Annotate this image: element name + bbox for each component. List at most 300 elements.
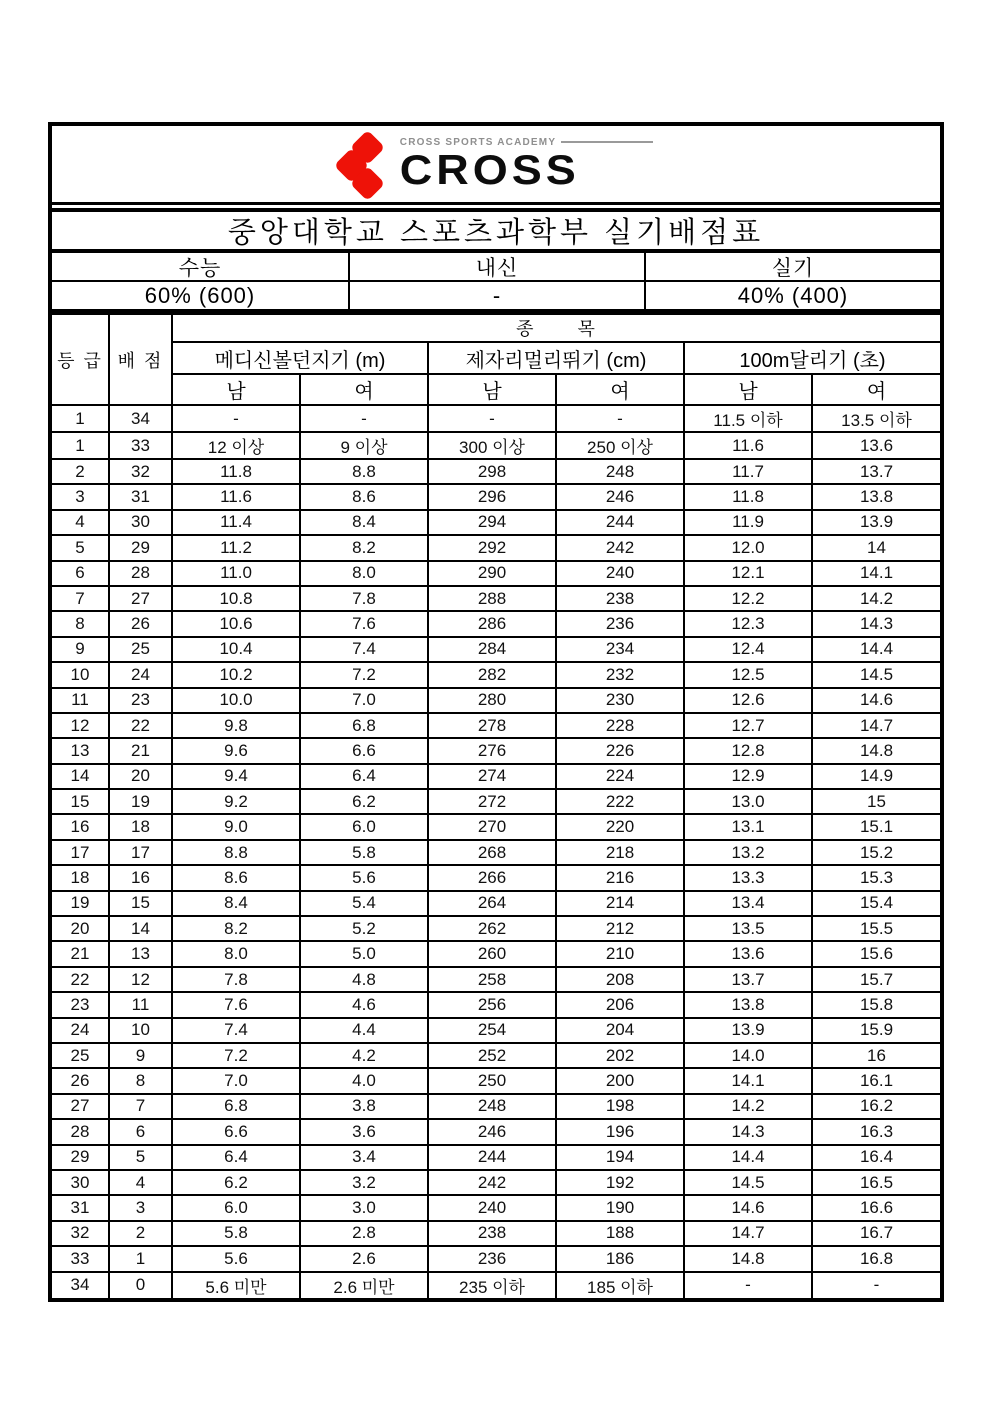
value-cell: 14.8 — [812, 738, 940, 763]
value-cell: 11.8 — [172, 459, 300, 484]
table-row — [52, 789, 940, 814]
points-cell: 2 — [109, 1221, 172, 1246]
table-row — [52, 738, 940, 763]
grade-cell: 32 — [52, 1221, 109, 1246]
value-cell: 7.4 — [172, 1018, 300, 1043]
event-header-standing-jump: 제자리멀리뛰기 (cm) — [428, 342, 684, 374]
value-cell: 228 — [556, 713, 684, 738]
grade-cell: 24 — [52, 1018, 109, 1043]
value-cell: 15 — [812, 789, 940, 814]
value-cell: 4.0 — [300, 1068, 428, 1093]
value-cell: 7.6 — [172, 992, 300, 1017]
value-cell: 8.6 — [172, 865, 300, 890]
value-cell: 14.7 — [812, 713, 940, 738]
value-cell: 13.5 이하 — [812, 405, 940, 432]
value-cell: 196 — [556, 1119, 684, 1144]
value-cell: - — [300, 405, 428, 432]
value-cell: 12.2 — [684, 586, 812, 611]
value-cell: 16.5 — [812, 1170, 940, 1195]
value-cell: 14.2 — [684, 1094, 812, 1119]
value-cell: 10.0 — [172, 688, 300, 713]
points-cell: 6 — [109, 1119, 172, 1144]
value-cell: 220 — [556, 814, 684, 839]
value-cell: 12.6 — [684, 688, 812, 713]
grade-cell: 2 — [52, 459, 109, 484]
value-cell: 8.0 — [172, 941, 300, 966]
points-cell: 29 — [109, 535, 172, 560]
value-cell: 236 — [556, 611, 684, 636]
events-group-header: 종 목 — [172, 314, 940, 342]
table-row — [52, 535, 940, 560]
value-cell: 13.1 — [684, 814, 812, 839]
value-cell: 6.4 — [300, 764, 428, 789]
points-cell: 10 — [109, 1018, 172, 1043]
points-cell: 15 — [109, 891, 172, 916]
value-cell: 13.9 — [812, 510, 940, 535]
value-cell: 190 — [556, 1195, 684, 1220]
value-cell: 4.2 — [300, 1043, 428, 1068]
table-row — [52, 1221, 940, 1246]
value-cell: 7.2 — [300, 662, 428, 687]
grade-cell: 33 — [52, 1246, 109, 1271]
value-cell: 7.8 — [300, 586, 428, 611]
value-cell: 290 — [428, 561, 556, 586]
value-cell: 13.3 — [684, 865, 812, 890]
points-cell: 28 — [109, 561, 172, 586]
logo-header — [52, 126, 940, 205]
value-cell: 12.8 — [684, 738, 812, 763]
value-cell: 278 — [428, 713, 556, 738]
value-cell: 8.6 — [300, 484, 428, 509]
group-header-row — [52, 314, 940, 342]
value-cell: 5.8 — [300, 840, 428, 865]
grade-cell: 21 — [52, 941, 109, 966]
value-cell: 5.6 — [172, 1246, 300, 1271]
table-row — [52, 611, 940, 636]
value-cell: 12.9 — [684, 764, 812, 789]
grade-cell: 16 — [52, 814, 109, 839]
value-cell: 11.4 — [172, 510, 300, 535]
value-cell: 13.6 — [684, 941, 812, 966]
points-cell: 30 — [109, 510, 172, 535]
summary-header-naesin: 내신 — [348, 253, 644, 280]
value-cell: 264 — [428, 891, 556, 916]
value-cell: 13.8 — [812, 484, 940, 509]
value-cell: 13.6 — [812, 432, 940, 459]
value-cell: 3.0 — [300, 1195, 428, 1220]
grade-cell: 14 — [52, 764, 109, 789]
gender-header-female: 여 — [300, 374, 428, 405]
table-row — [52, 484, 940, 509]
value-cell: 2.8 — [300, 1221, 428, 1246]
value-cell: 14.3 — [812, 611, 940, 636]
value-cell: 256 — [428, 992, 556, 1017]
grade-cell: 26 — [52, 1068, 109, 1093]
value-cell: 294 — [428, 510, 556, 535]
value-cell: 284 — [428, 637, 556, 662]
value-cell: 4.4 — [300, 1018, 428, 1043]
grade-cell: 29 — [52, 1145, 109, 1170]
value-cell: 16.3 — [812, 1119, 940, 1144]
value-cell: 7.2 — [172, 1043, 300, 1068]
grade-cell: 27 — [52, 1094, 109, 1119]
value-cell: - — [684, 1272, 812, 1298]
grade-cell: 9 — [52, 637, 109, 662]
value-cell: 234 — [556, 637, 684, 662]
grade-cell: 22 — [52, 967, 109, 992]
value-cell: 216 — [556, 865, 684, 890]
table-row — [52, 1068, 940, 1093]
value-cell: 8.4 — [300, 510, 428, 535]
grade-cell: 15 — [52, 789, 109, 814]
value-cell: 12.5 — [684, 662, 812, 687]
value-cell: 14.4 — [684, 1145, 812, 1170]
value-cell: 9.2 — [172, 789, 300, 814]
value-cell: 292 — [428, 535, 556, 560]
value-cell: 14.1 — [684, 1068, 812, 1093]
points-cell: 4 — [109, 1170, 172, 1195]
value-cell: 6.6 — [300, 738, 428, 763]
table-row — [52, 967, 940, 992]
logo-text-block — [400, 134, 653, 194]
value-cell: 14.8 — [684, 1246, 812, 1271]
value-cell: 218 — [556, 840, 684, 865]
tagline-rule — [561, 141, 653, 143]
value-cell: - — [172, 405, 300, 432]
value-cell: - — [812, 1272, 940, 1298]
value-cell: 6.0 — [172, 1195, 300, 1220]
value-cell: 296 — [428, 484, 556, 509]
value-cell: 12.7 — [684, 713, 812, 738]
grade-cell: 10 — [52, 662, 109, 687]
value-cell: 12.3 — [684, 611, 812, 636]
document-title: 중앙대학교 스포츠과학부 실기배점표 — [52, 208, 940, 253]
points-cell: 23 — [109, 688, 172, 713]
value-cell: 266 — [428, 865, 556, 890]
value-cell: 240 — [428, 1195, 556, 1220]
points-cell: 20 — [109, 764, 172, 789]
value-cell: 14.0 — [684, 1043, 812, 1068]
value-cell: 276 — [428, 738, 556, 763]
value-cell: 280 — [428, 688, 556, 713]
table-row — [52, 405, 940, 432]
points-cell: 13 — [109, 941, 172, 966]
value-cell: 16.4 — [812, 1145, 940, 1170]
value-cell: 8.2 — [300, 535, 428, 560]
points-cell: 0 — [109, 1272, 172, 1298]
value-cell: 14.6 — [684, 1195, 812, 1220]
points-cell: 7 — [109, 1094, 172, 1119]
value-cell: 2.6 — [300, 1246, 428, 1271]
table-row — [52, 1145, 940, 1170]
grade-cell: 30 — [52, 1170, 109, 1195]
value-cell: 206 — [556, 992, 684, 1017]
points-cell: 21 — [109, 738, 172, 763]
summary-value-silgi: 40% (400) — [644, 282, 940, 309]
grade-cell: 4 — [52, 510, 109, 535]
value-cell: 5.6 — [300, 865, 428, 890]
value-cell: 14.9 — [812, 764, 940, 789]
value-cell: 13.2 — [684, 840, 812, 865]
value-cell: 12.4 — [684, 637, 812, 662]
value-cell: 6.8 — [172, 1094, 300, 1119]
value-cell: 192 — [556, 1170, 684, 1195]
table-row — [52, 992, 940, 1017]
table-row — [52, 1195, 940, 1220]
value-cell: 204 — [556, 1018, 684, 1043]
points-cell: 1 — [109, 1246, 172, 1271]
value-cell: 14.5 — [684, 1170, 812, 1195]
summary-value-suneung: 60% (600) — [144, 282, 256, 308]
weight-summary — [52, 253, 940, 313]
value-cell: 222 — [556, 789, 684, 814]
value-cell: - — [428, 405, 556, 432]
value-cell: 7.0 — [172, 1068, 300, 1093]
gender-header-male: 남 — [684, 374, 812, 405]
value-cell: 9.0 — [172, 814, 300, 839]
value-cell: 15.2 — [812, 840, 940, 865]
value-cell: 286 — [428, 611, 556, 636]
value-cell: 11.6 — [172, 484, 300, 509]
value-cell: 236 — [428, 1246, 556, 1271]
value-cell: 5.6 미만 — [172, 1272, 300, 1298]
value-cell: 260 — [428, 941, 556, 966]
gender-header-male: 남 — [172, 374, 300, 405]
points-cell: 18 — [109, 814, 172, 839]
value-cell: 8.2 — [172, 916, 300, 941]
value-cell: 6.4 — [172, 1145, 300, 1170]
table-row — [52, 637, 940, 662]
value-cell: 15.5 — [812, 916, 940, 941]
value-cell: 13.7 — [684, 967, 812, 992]
grade-cell: 1 — [52, 432, 109, 459]
value-cell: 210 — [556, 941, 684, 966]
table-row — [52, 1170, 940, 1195]
value-cell: 212 — [556, 916, 684, 941]
value-cell: 14.6 — [812, 688, 940, 713]
table-row — [52, 891, 940, 916]
grade-cell: 17 — [52, 840, 109, 865]
value-cell: 14.2 — [812, 586, 940, 611]
value-cell: 226 — [556, 738, 684, 763]
table-row — [52, 840, 940, 865]
cross-diamonds-icon — [339, 134, 391, 196]
value-cell: 6.8 — [300, 713, 428, 738]
value-cell: 214 — [556, 891, 684, 916]
value-cell: 274 — [428, 764, 556, 789]
points-cell: 34 — [109, 405, 172, 432]
value-cell: 268 — [428, 840, 556, 865]
table-row — [52, 1272, 940, 1298]
value-cell: 5.2 — [300, 916, 428, 941]
grade-cell: 20 — [52, 916, 109, 941]
value-cell: 5.8 — [172, 1221, 300, 1246]
value-cell: 15.7 — [812, 967, 940, 992]
value-cell: 9 이상 — [300, 432, 428, 459]
value-cell: 185 이하 — [556, 1272, 684, 1298]
points-cell: 5 — [109, 1145, 172, 1170]
value-cell: 11.7 — [684, 459, 812, 484]
value-cell: 8.8 — [172, 840, 300, 865]
points-cell: 8 — [109, 1068, 172, 1093]
value-cell: 11.9 — [684, 510, 812, 535]
value-cell: 10.8 — [172, 586, 300, 611]
grade-cell: 31 — [52, 1195, 109, 1220]
value-cell: 198 — [556, 1094, 684, 1119]
value-cell: 16 — [812, 1043, 940, 1068]
value-cell: 3.4 — [300, 1145, 428, 1170]
value-cell: 238 — [428, 1221, 556, 1246]
grade-cell: 3 — [52, 484, 109, 509]
grade-cell: 19 — [52, 891, 109, 916]
value-cell: 202 — [556, 1043, 684, 1068]
value-cell: 13.0 — [684, 789, 812, 814]
grade-cell: 25 — [52, 1043, 109, 1068]
points-cell: 17 — [109, 840, 172, 865]
value-cell: 2.6 미만 — [300, 1272, 428, 1298]
value-cell: 11.6 — [684, 432, 812, 459]
value-cell: 6.2 — [300, 789, 428, 814]
points-cell: 33 — [109, 432, 172, 459]
points-cell: 16 — [109, 865, 172, 890]
points-cell: 11 — [109, 992, 172, 1017]
event-header-row — [52, 342, 940, 374]
table-row — [52, 561, 940, 586]
value-cell: 270 — [428, 814, 556, 839]
value-cell: 8.4 — [172, 891, 300, 916]
value-cell: 250 — [428, 1068, 556, 1093]
event-header-medicine-ball: 메디신볼던지기 (m) — [172, 342, 428, 374]
value-cell: 7.0 — [300, 688, 428, 713]
value-cell: 3.8 — [300, 1094, 428, 1119]
gender-header-male: 남 — [428, 374, 556, 405]
value-cell: 14.1 — [812, 561, 940, 586]
value-cell: 238 — [556, 586, 684, 611]
value-cell: 13.4 — [684, 891, 812, 916]
value-cell: 14 — [812, 535, 940, 560]
points-cell: 24 — [109, 662, 172, 687]
value-cell: 15.8 — [812, 992, 940, 1017]
table-row — [52, 1119, 940, 1144]
value-cell: 300 이상 — [428, 432, 556, 459]
score-table-head — [52, 314, 940, 405]
table-row — [52, 1094, 940, 1119]
value-cell: 13.7 — [812, 459, 940, 484]
table-row — [52, 1246, 940, 1271]
grade-cell: 23 — [52, 992, 109, 1017]
grade-cell: 34 — [52, 1272, 109, 1298]
table-row — [52, 713, 940, 738]
grade-cell: 12 — [52, 713, 109, 738]
value-cell: 5.4 — [300, 891, 428, 916]
points-cell: 25 — [109, 637, 172, 662]
points-cell: 12 — [109, 967, 172, 992]
value-cell: 9.8 — [172, 713, 300, 738]
gender-header-row — [52, 374, 940, 405]
value-cell: 15.4 — [812, 891, 940, 916]
value-cell: 244 — [428, 1145, 556, 1170]
value-cell: 232 — [556, 662, 684, 687]
gender-header-female: 여 — [556, 374, 684, 405]
points-cell: 19 — [109, 789, 172, 814]
value-cell: 242 — [556, 535, 684, 560]
table-row — [52, 459, 940, 484]
value-cell: 14.3 — [684, 1119, 812, 1144]
value-cell: 16.6 — [812, 1195, 940, 1220]
value-cell: 188 — [556, 1221, 684, 1246]
value-cell: 6.2 — [172, 1170, 300, 1195]
value-cell: 7.4 — [300, 637, 428, 662]
value-cell: 11.8 — [684, 484, 812, 509]
value-cell: 248 — [556, 459, 684, 484]
value-cell: 288 — [428, 586, 556, 611]
table-row — [52, 865, 940, 890]
table-row — [52, 586, 940, 611]
value-cell: 200 — [556, 1068, 684, 1093]
logo-brand-text: CROSS — [399, 146, 580, 194]
value-cell: 11.0 — [172, 561, 300, 586]
summary-header-silgi: 실기 — [644, 253, 940, 280]
grade-cell: 1 — [52, 405, 109, 432]
value-cell: 8.0 — [300, 561, 428, 586]
table-row — [52, 1018, 940, 1043]
value-cell: 8.8 — [300, 459, 428, 484]
value-cell: 13.5 — [684, 916, 812, 941]
table-row — [52, 688, 940, 713]
value-cell: 10.4 — [172, 637, 300, 662]
value-cell: 7.8 — [172, 967, 300, 992]
value-cell: 15.3 — [812, 865, 940, 890]
summary-value-row — [52, 282, 940, 309]
table-row — [52, 432, 940, 459]
gender-header-female: 여 — [812, 374, 940, 405]
value-cell: 246 — [556, 484, 684, 509]
value-cell: 11.2 — [172, 535, 300, 560]
value-cell: 252 — [428, 1043, 556, 1068]
grade-cell: 13 — [52, 738, 109, 763]
value-cell: 6.6 — [172, 1119, 300, 1144]
value-cell: 12 이상 — [172, 432, 300, 459]
value-cell: 230 — [556, 688, 684, 713]
value-cell: 186 — [556, 1246, 684, 1271]
table-row — [52, 916, 940, 941]
summary-value-naesin: - — [348, 282, 644, 309]
points-cell: 26 — [109, 611, 172, 636]
value-cell: 15.6 — [812, 941, 940, 966]
value-cell: 3.6 — [300, 1119, 428, 1144]
value-cell: 13.9 — [684, 1018, 812, 1043]
value-cell: 262 — [428, 916, 556, 941]
logo-tagline: CROSS SPORTS ACADEMY — [399, 136, 557, 148]
value-cell: 4.6 — [300, 992, 428, 1017]
value-cell: 11.5 이하 — [684, 405, 812, 432]
value-cell: 248 — [428, 1094, 556, 1119]
value-cell: 208 — [556, 967, 684, 992]
value-cell: 16.1 — [812, 1068, 940, 1093]
table-row — [52, 814, 940, 839]
points-cell: 3 — [109, 1195, 172, 1220]
event-header-100m-run: 100m달리기 (초) — [684, 342, 940, 374]
points-cell: 9 — [109, 1043, 172, 1068]
grade-cell: 8 — [52, 611, 109, 636]
table-row — [52, 1043, 940, 1068]
grade-cell: 11 — [52, 688, 109, 713]
score-table — [52, 313, 940, 1298]
value-cell: 16.2 — [812, 1094, 940, 1119]
value-cell: 5.0 — [300, 941, 428, 966]
value-cell: 12.0 — [684, 535, 812, 560]
value-cell: 15.9 — [812, 1018, 940, 1043]
